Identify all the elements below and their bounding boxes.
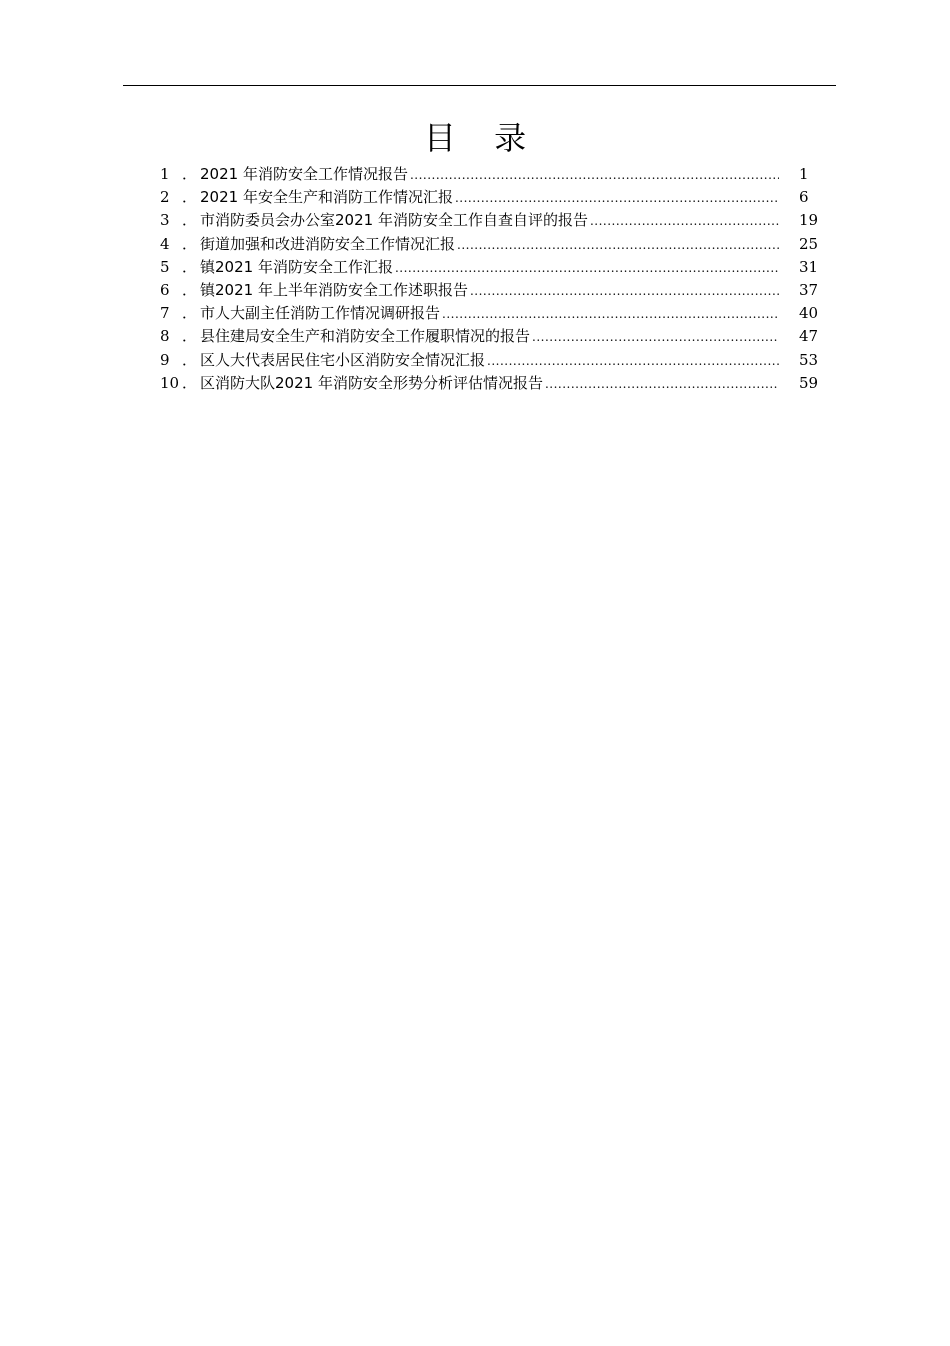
toc-entry-page: 53 xyxy=(799,350,819,369)
header-rule xyxy=(123,85,836,86)
toc-entry-number: 2 xyxy=(160,188,170,207)
toc-entry[interactable] xyxy=(160,302,835,325)
toc-entry-number: 9 xyxy=(160,350,170,369)
toc-entry-separator: ． xyxy=(182,211,198,230)
toc-dot-leader xyxy=(545,373,779,396)
toc-entry-separator: ． xyxy=(182,188,198,207)
toc-entry[interactable] xyxy=(160,325,835,348)
toc-entry[interactable] xyxy=(160,233,835,256)
toc-entry-separator: ． xyxy=(182,234,198,253)
toc-entry-number: 3 xyxy=(160,211,170,230)
toc-list xyxy=(160,163,835,395)
toc-entry-page: 19 xyxy=(799,211,819,230)
toc-entry-number: 7 xyxy=(160,304,170,323)
toc-dot-leader xyxy=(410,164,779,187)
toc-title: 目 录 xyxy=(423,119,541,157)
toc-entry-page: 37 xyxy=(799,280,819,299)
toc-dot-leader xyxy=(455,187,779,210)
toc-entry-page: 6 xyxy=(799,188,809,207)
toc-dot-leader xyxy=(457,234,779,257)
toc-entry-title: 市人大副主任消防工作情况调研报告 xyxy=(200,304,441,323)
toc-entry-number: 8 xyxy=(160,327,170,346)
toc-dot-leader xyxy=(395,257,779,280)
toc-dot-leader xyxy=(487,350,779,373)
toc-entry-separator: ． xyxy=(182,165,198,183)
toc-entry-title: 县住建局安全生产和消防安全工作履职情况的报告 xyxy=(200,327,531,346)
toc-dot-leader xyxy=(470,280,779,303)
toc-entry-title: 2021 年消防安全工作情况报告 xyxy=(200,165,408,183)
toc-entry-separator: ． xyxy=(182,327,198,346)
toc-entry[interactable] xyxy=(160,186,835,209)
toc-entry-separator: ． xyxy=(182,257,198,276)
toc-entry-separator: ． xyxy=(182,373,198,392)
toc-dot-leader xyxy=(442,303,779,326)
toc-entry-page: 47 xyxy=(799,327,819,346)
toc-entry-number: 4 xyxy=(160,234,170,253)
toc-entry[interactable] xyxy=(160,349,835,372)
toc-entry-title: 镇2021 年消防安全工作汇报 xyxy=(200,257,393,276)
toc-entry[interactable] xyxy=(160,372,835,395)
toc-entry-page: 59 xyxy=(799,373,819,392)
toc-entry-title: 镇2021 年上半年消防安全工作述职报告 xyxy=(200,280,468,299)
toc-entry-title: 区消防大队2021 年消防安全形势分析评估情况报告 xyxy=(200,373,543,392)
toc-entry-separator: ． xyxy=(182,280,198,299)
toc-entry-title: 2021 年安全生产和消防工作情况汇报 xyxy=(200,188,453,207)
toc-entry-separator: ． xyxy=(182,350,198,369)
toc-entry-page: 31 xyxy=(799,257,819,276)
toc-entry-number: 5 xyxy=(160,257,170,276)
toc-entry[interactable] xyxy=(160,256,835,279)
toc-entry[interactable] xyxy=(160,163,835,186)
toc-entry-title: 街道加强和改进消防安全工作情况汇报 xyxy=(200,234,456,253)
toc-entry-number: 1 xyxy=(160,165,170,183)
toc-entry-title: 区人大代表居民住宅小区消防安全情况汇报 xyxy=(200,350,486,369)
toc-entry-title: 市消防委员会办公室2021 年消防安全工作自查自评的报告 xyxy=(200,211,588,230)
toc-entry-page: 1 xyxy=(799,165,809,183)
toc-entry[interactable] xyxy=(160,209,835,232)
toc-dot-leader xyxy=(532,326,779,349)
toc-entry-number: 6 xyxy=(160,280,170,299)
toc-dot-leader xyxy=(590,210,779,233)
toc-entry-page: 25 xyxy=(799,234,819,253)
toc-entry-page: 40 xyxy=(799,304,819,323)
toc-entry[interactable] xyxy=(160,279,835,302)
toc-entry-separator: ． xyxy=(182,304,198,323)
toc-entry-number: 10 xyxy=(160,373,180,392)
